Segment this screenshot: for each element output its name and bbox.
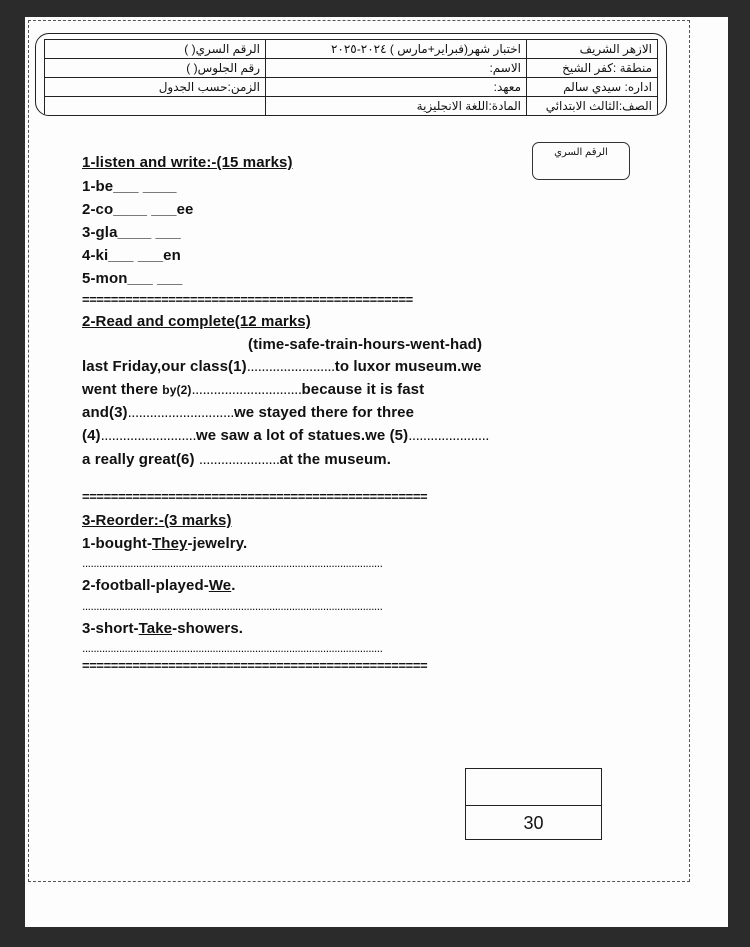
- separator: ==============================================: [82, 292, 413, 307]
- section1-item: 3-gla____ ___: [82, 224, 181, 241]
- header-cell: الزمن:حسب الجدول: [45, 78, 266, 97]
- answer-line: ..........................................................................................................: [82, 599, 383, 613]
- header-cell: الازهر الشريف: [527, 40, 658, 59]
- reorder-question-2: 2-football-played-We.: [82, 577, 236, 594]
- answer-line: ..........................................................................................................: [82, 556, 383, 570]
- section3-title: 3-Reorder:-(3 marks): [82, 512, 232, 529]
- total-score: 30: [523, 813, 544, 833]
- passage-line-1: last Friday,our class(1)........................to luxor museum.we: [82, 358, 482, 375]
- header-cell: اختبار شهر(فبراير+مارس ) ٢٠٢٤-٢٠٢٥: [266, 40, 527, 59]
- section1-item: 1-be___ ____: [82, 178, 177, 195]
- header-table: [44, 39, 658, 116]
- section1-title: 1-listen and write:-(15 marks): [82, 154, 293, 171]
- section2-title: 2-Read and complete(12 marks): [82, 313, 311, 330]
- header-box: [35, 33, 667, 116]
- header-cell: رقم الجلوس( ): [45, 59, 266, 78]
- header-cell: [45, 97, 266, 116]
- passage-line-5: a really great(6) ......................at the museum.: [82, 451, 391, 468]
- answer-line: ..........................................................................................................: [82, 641, 383, 655]
- section1-item: 5-mon___ ___: [82, 270, 183, 287]
- header-cell: الرقم السري( ): [45, 40, 266, 59]
- header-cell: الاسم:: [266, 59, 527, 78]
- word-bank: (time-safe-train-hours-went-had): [248, 336, 483, 353]
- passage-line-2: went there by(2)..............................because it is fast: [82, 381, 425, 398]
- header-cell: معهد:: [266, 78, 527, 97]
- passage-line-4: (4)..........................we saw a lot of statues.we (5)......................: [82, 427, 489, 444]
- passage-line-3: and(3).............................we stayed there for three: [82, 404, 415, 421]
- section1-item: 2-co____ ___ee: [82, 201, 194, 218]
- separator: ================================================: [82, 658, 428, 673]
- reorder-question-1: 1-bought-They-jewelry.: [82, 535, 248, 552]
- header-cell: منطقة :كفر الشيخ: [527, 59, 658, 78]
- header-cell: اداره: سيدي سالم: [527, 78, 658, 97]
- secret-number-box: الرقم السري: [532, 142, 630, 180]
- separator: ================================================: [82, 489, 428, 504]
- section1-item: 4-ki___ ___en: [82, 247, 181, 264]
- header-cell: المادة:اللغة الانجليزية: [266, 97, 527, 116]
- score-blank-cell: [466, 769, 601, 806]
- score-box: [465, 768, 602, 840]
- header-cell: الصف:الثالث الابتدائي: [527, 97, 658, 116]
- reorder-question-3: 3-short-Take-showers.: [82, 620, 244, 637]
